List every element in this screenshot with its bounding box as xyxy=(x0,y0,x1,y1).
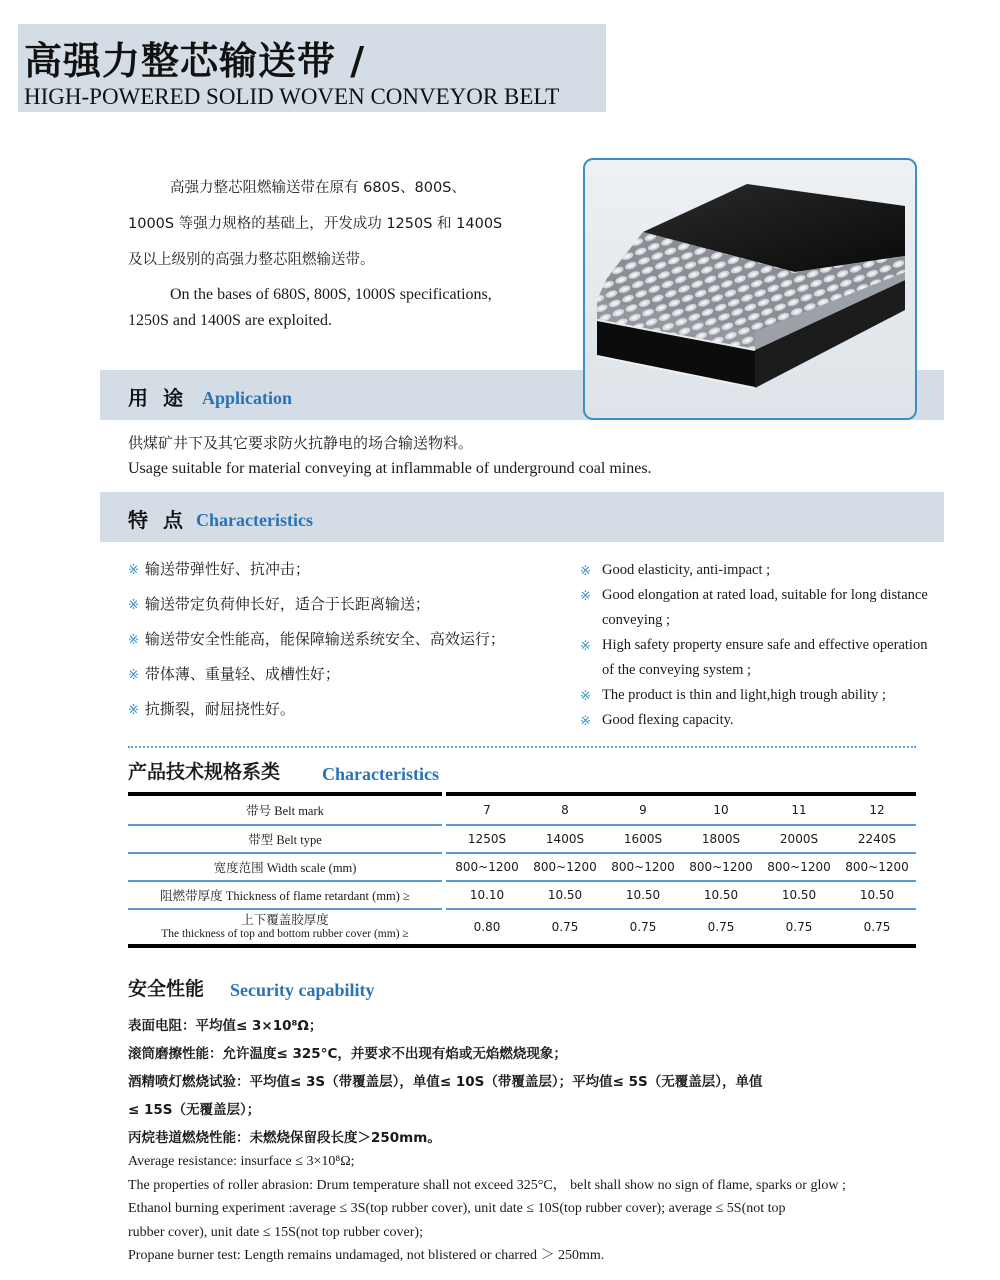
security-heading-cn: 安全性能 xyxy=(128,978,205,1000)
list-item-text: High safety property ensure safe and effective operation of the conveying system ; xyxy=(602,637,928,678)
table-cell: 2000S xyxy=(760,825,838,853)
table-row xyxy=(128,794,916,825)
list-item: Propane burner test: Length remains undamaged, not blistered or charred ＞ 250mm. xyxy=(128,1248,605,1263)
bullet-mark: ※ xyxy=(580,688,591,703)
table-cell: 10.50 xyxy=(682,881,760,909)
conveyor-belt-image xyxy=(583,158,917,420)
list-item-text: 输送带定负荷伸长好，适合于长距离输送； xyxy=(144,595,430,613)
table-cell: 12 xyxy=(838,794,916,825)
row-header-line: The thickness of top and bottom rubber cover (mm) ≥ xyxy=(161,928,409,940)
security-list-cn xyxy=(128,1012,918,1152)
table-cell: 800~1200 xyxy=(604,853,682,881)
table-cell: 10.10 xyxy=(448,881,526,909)
row-header: 带号 Belt mark xyxy=(128,794,444,825)
list-item: rubber cover), unit date ≤ 15S(not top rubber cover); xyxy=(128,1224,423,1240)
table-cell: 10.50 xyxy=(526,881,604,909)
characteristics-heading-en: Characteristics xyxy=(196,510,313,530)
bullet-mark: ※ xyxy=(128,598,139,613)
table-cell: 7 xyxy=(448,794,526,825)
list-item xyxy=(580,558,930,583)
bullet-mark: ※ xyxy=(580,563,591,578)
row-header-line: 上下覆盖胶厚度 xyxy=(241,913,329,927)
list-item xyxy=(128,593,568,628)
list-item: Ethanol burning experiment :average ≤ 3S(top rubber cover), unit date ≤ 10S(top rubber cover); average ≤ 5S(not top xyxy=(128,1201,786,1216)
list-item xyxy=(128,558,568,593)
row-header xyxy=(128,909,444,946)
page-title-cn: 高强力整芯输送带 / xyxy=(24,39,366,83)
application-text-cn: 供煤矿井下及其它要求防火抗静电的场合输送物料。 xyxy=(128,434,474,452)
application-heading-en: Application xyxy=(202,388,293,408)
list-item xyxy=(580,633,930,683)
characteristics-heading-cn: 特 点 xyxy=(128,508,187,532)
table-cell: 0.75 xyxy=(682,909,760,946)
intro-en-line: 1250S and 1400S are exploited. xyxy=(128,312,332,329)
table-row xyxy=(128,881,916,909)
list-item-text: Good elasticity, anti-impact ; xyxy=(602,562,771,578)
list-item: ≤ 15S（无覆盖层）； xyxy=(128,1102,261,1118)
list-item-text: The product is thin and light,high trough ability ; xyxy=(602,687,886,703)
application-heading-cn: 用 途 xyxy=(128,386,187,410)
table-cell: 10.50 xyxy=(604,881,682,909)
list-item-text: 输送带安全性能高，能保障输送系统安全、高效运行； xyxy=(144,630,505,648)
table-row xyxy=(128,853,916,881)
table-cell: 0.75 xyxy=(760,909,838,946)
table-cell: 10 xyxy=(682,794,760,825)
list-item xyxy=(580,683,930,708)
table-cell: 1400S xyxy=(526,825,604,853)
intro-en-line: On the bases of 680S, 800S, 1000S specifications, xyxy=(170,286,492,303)
list-item-text: Good elongation at rated load, suitable for long distance conveying ; xyxy=(602,587,928,628)
intro-cn-line: 1000S 等强力规格的基础上，开发成功 1250S 和 1400S xyxy=(128,216,503,232)
table-cell: 0.75 xyxy=(838,909,916,946)
list-item xyxy=(128,628,568,663)
table-row xyxy=(128,825,916,853)
row-header: 宽度范围 Width scale (mm) xyxy=(128,853,444,881)
list-item: The properties of roller abrasion: Drum temperature shall not exceed 325°C， belt shall show no sign of flame, sparks or glow ; xyxy=(128,1177,846,1193)
table-cell: 0.80 xyxy=(448,909,526,946)
bullet-mark: ※ xyxy=(128,633,139,648)
list-item-text: 抗撕裂，耐屈挠性好。 xyxy=(144,700,295,718)
belt-cross-section-illustration xyxy=(585,160,915,418)
row-header: 带型 Belt type xyxy=(128,825,444,853)
security-heading-en: Security capability xyxy=(230,980,375,1000)
list-item: 丙烷巷道燃烧性能：未燃烧保留段长度＞250mm。 xyxy=(128,1130,441,1146)
bullet-mark: ※ xyxy=(580,638,591,653)
characteristics-list-cn xyxy=(128,558,568,733)
intro-cn-line: 高强力整芯阻燃输送带在原有 680S、800S、 xyxy=(170,180,466,196)
list-item: 表面电阻：平均值≤ 3×10⁸Ω； xyxy=(128,1018,323,1034)
intro-en xyxy=(128,282,568,334)
table-cell: 800~1200 xyxy=(838,853,916,881)
table-cell: 9 xyxy=(604,794,682,825)
bullet-mark: ※ xyxy=(128,703,139,718)
bullet-mark: ※ xyxy=(128,668,139,683)
spec-table xyxy=(128,792,916,948)
dotted-divider xyxy=(128,746,916,748)
list-item xyxy=(580,708,930,733)
table-cell: 0.75 xyxy=(604,909,682,946)
table-row xyxy=(128,909,916,946)
list-item: Average resistance: insurface ≤ 3×10⁸Ω; xyxy=(128,1154,355,1169)
table-cell: 8 xyxy=(526,794,604,825)
table-cell: 2240S xyxy=(838,825,916,853)
row-header: 阻燃带厚度 Thickness of flame retardant (mm) ≥ xyxy=(128,881,444,909)
table-cell: 800~1200 xyxy=(760,853,838,881)
table-cell: 800~1200 xyxy=(526,853,604,881)
intro-cn xyxy=(128,170,568,278)
table-cell: 11 xyxy=(760,794,838,825)
table-cell: 10.50 xyxy=(760,881,838,909)
list-item xyxy=(128,698,568,733)
list-item-text: Good flexing capacity. xyxy=(602,712,734,728)
characteristics-list-en xyxy=(580,558,930,733)
application-text-en: Usage suitable for material conveying at inflammable of underground coal mines. xyxy=(128,460,652,477)
table-cell: 10.50 xyxy=(838,881,916,909)
table-cell: 1250S xyxy=(448,825,526,853)
bullet-mark: ※ xyxy=(580,713,591,728)
table-cell: 0.75 xyxy=(526,909,604,946)
table-cell: 1800S xyxy=(682,825,760,853)
list-item-text: 输送带弹性好、抗冲击； xyxy=(144,560,310,578)
bullet-mark: ※ xyxy=(580,588,591,603)
list-item: 酒精喷灯燃烧试验：平均值≤ 3S（带覆盖层），单值≤ 10S（带覆盖层）；平均值≤ 5S（无覆盖层），单值 xyxy=(128,1074,763,1090)
specs-heading-cn: 产品技术规格系类 xyxy=(128,761,281,783)
list-item xyxy=(128,663,568,698)
specs-heading-en: Characteristics xyxy=(322,764,439,784)
list-item: 滚筒磨擦性能：允许温度≤ 325°C，并要求不出现有焰或无焰燃烧现象； xyxy=(128,1046,567,1062)
list-item-text: 带体薄、重量轻、成槽性好； xyxy=(144,665,340,683)
page-title-en: HIGH-POWERED SOLID WOVEN CONVEYOR BELT xyxy=(24,84,560,109)
table-cell: 800~1200 xyxy=(448,853,526,881)
intro-cn-line: 及以上级别的高强力整芯阻燃输送带。 xyxy=(128,252,375,268)
list-item xyxy=(580,583,930,633)
table-cell: 1600S xyxy=(604,825,682,853)
bullet-mark: ※ xyxy=(128,563,139,578)
table-cell: 800~1200 xyxy=(682,853,760,881)
security-list-en xyxy=(128,1150,918,1268)
